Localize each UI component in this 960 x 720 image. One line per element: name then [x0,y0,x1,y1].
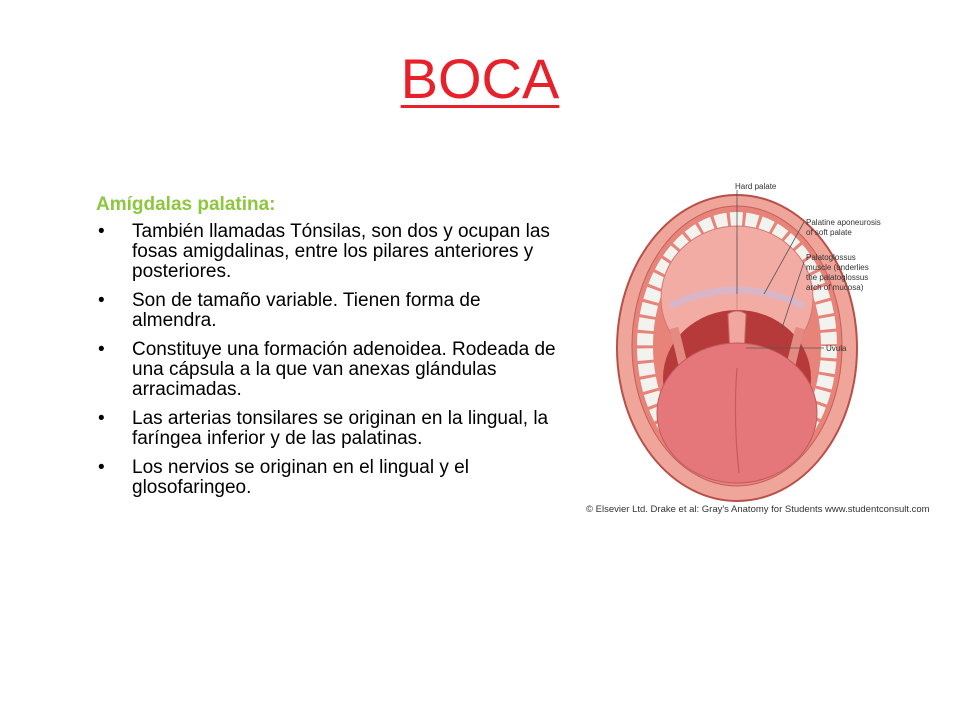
label-palatine-aponeurosis: of soft palate [806,228,852,237]
bullet-dot: • [98,408,105,429]
label-palatoglossus: the palatoglossus [806,273,869,282]
label-hard-palate: Hard palate [735,182,777,191]
label-palatine-aponeurosis: Palatine aponeurosis [806,218,881,227]
bullet-item [96,291,566,331]
slide-content [96,194,566,507]
mouth-anatomy-figure [582,178,942,523]
label-palatoglossus: muscle (underlies [806,263,869,272]
bullet-text: Constituye una formación adenoidea. Rodeada de una cápsula a la que van anexas glándulas arracimadas. [132,339,556,400]
bullet-item [96,340,566,400]
label-palatoglossus: Palatoglossus [806,253,856,262]
bullet-dot: • [98,457,105,478]
bullet-dot: • [98,290,105,311]
bullet-text: Las arterias tonsilares se originan en la lingual, la faríngea inferior y de las palatinas. [132,408,549,449]
slide-title: BOCA [400,47,560,110]
section-subtitle: Amígdalas palatina: [96,194,276,215]
figure-credit: © Elsevier Ltd. Drake et al: Gray's Anatomy for Students www.studentconsult.com [586,504,930,515]
bullet-item [96,222,566,282]
label-uvula: Uvula [826,344,847,353]
label-palatoglossus: arch of mucosa) [806,283,864,292]
bullet-item [96,458,566,498]
bullet-dot: • [98,339,105,360]
bullet-dot: • [98,221,105,242]
mouth-illustration [582,178,942,508]
bullet-text: Los nervios se originan en el lingual y el glosofaringeo. [132,457,469,498]
tongue [657,343,817,483]
bullet-text: También llamadas Tónsilas, son dos y ocupan las fosas amigdalinas, entre los pilares anteriores y posteriores. [132,221,550,282]
bullet-list [96,222,566,498]
bullet-text: Son de tamaño variable. Tienen forma de almendra. [132,290,481,331]
bullet-item [96,409,566,449]
